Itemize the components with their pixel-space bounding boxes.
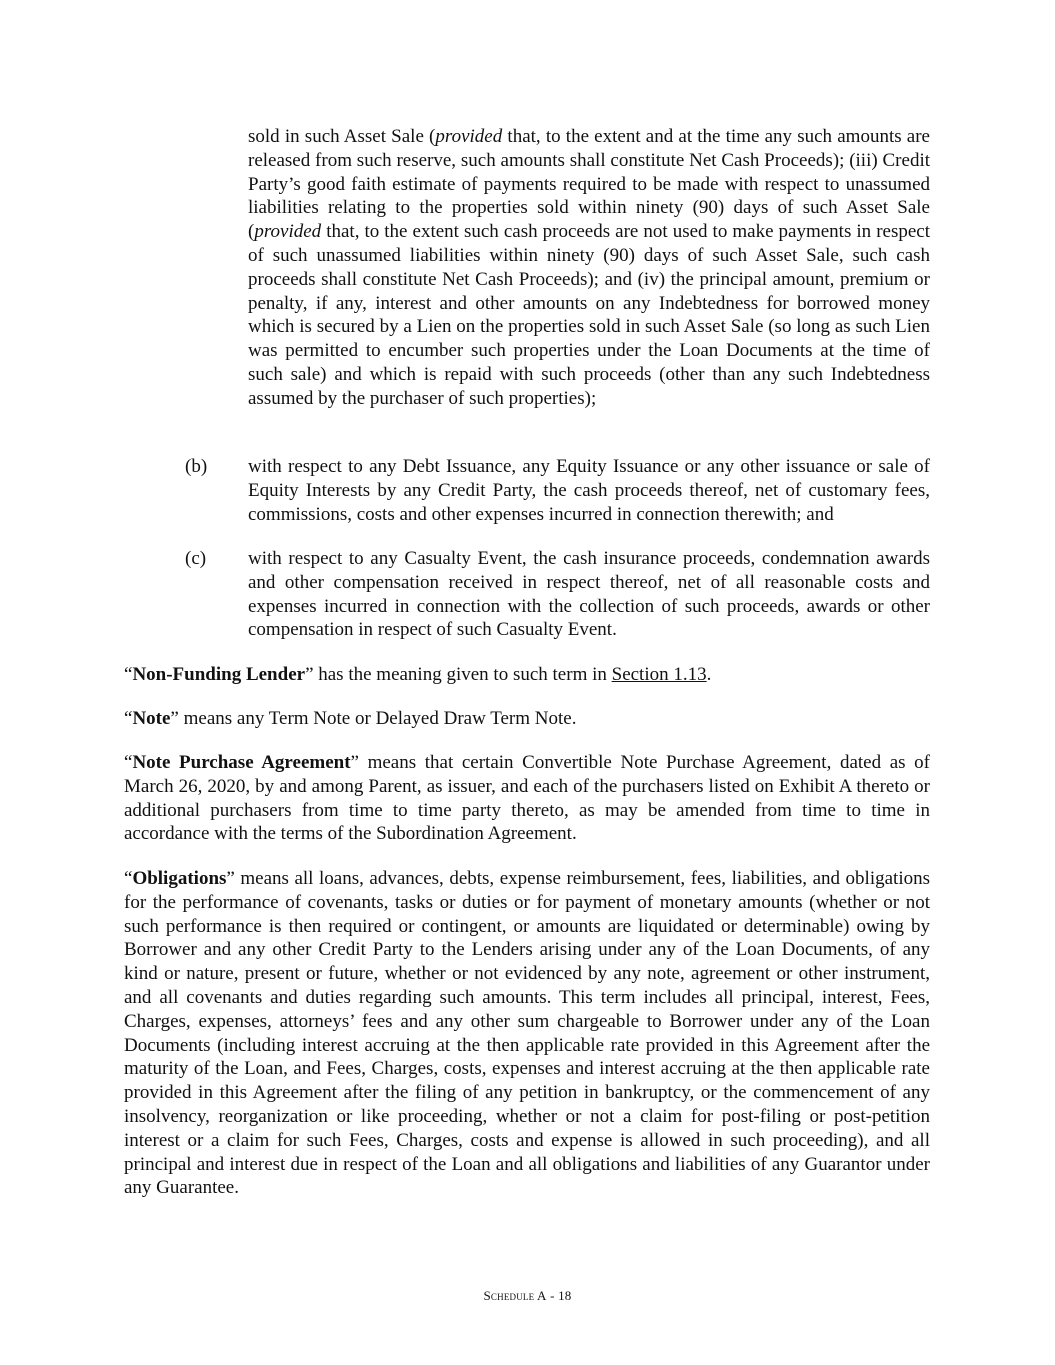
continuation-text-2: that, to the extent and at the time any such amounts are released from such reserve, such amounts shall constitute Net Cash Proceeds); (iii) Credit Party’s good faith estimate of payments required to be made with respect to unassumed liabilities relating to the properties sold within ninety (90) days of such Asset Sale ( bbox=[248, 126, 930, 243]
definition-text: ” means that certain Convertible Note Purchase Agreement, dated as of March 26, 2020, by and among Parent, as issuer, and each of the purchasers listed on Exhibit A thereto or additional purchasers from time to time party thereto, as may be amended from time to time in accordance with the terms of the Subordination Agreement. bbox=[124, 752, 930, 845]
page-footer bbox=[0, 1288, 1055, 1304]
footer-page-number: 18 bbox=[558, 1288, 572, 1303]
definition-text: ” has the meaning given to such term in bbox=[305, 664, 612, 685]
open-quote: “ bbox=[124, 708, 133, 729]
item-c-label: (c) bbox=[185, 548, 207, 569]
section-reference-link[interactable]: Section 1.13 bbox=[611, 664, 707, 685]
defined-term: Note Purchase Agreement bbox=[132, 752, 351, 773]
item-b-label: (b) bbox=[185, 456, 208, 477]
defined-term: Note bbox=[132, 708, 171, 729]
defined-term: Obligations bbox=[132, 868, 227, 889]
definition-end: . bbox=[706, 664, 712, 685]
footer-schedule-label: Schedule A bbox=[483, 1288, 547, 1303]
definition-note-purchase-agreement bbox=[124, 751, 930, 846]
open-quote: “ bbox=[124, 752, 133, 773]
continuation-text-3: that, to the extent such cash proceeds are not used to make payments in respect of such unassumed liabilities within ninety (90) days of such Asset Sale, such cash proceeds shall constitute Net Cash Proceeds); and (iv) the principal amount, premium or penalty, if any, interest and other amounts on any Indebtedness for borrowed money which is secured by a Lien on the properties sold in such Asset Sale (so long as such Lien was permitted to encumber such properties under the Loan Documents at the time of such sale) and which is repaid with such proceeds (other than any such Indebtedness assumed by the purchaser of such properties); bbox=[248, 221, 930, 409]
open-quote: “ bbox=[124, 868, 133, 889]
continuation-text-1: sold in such Asset Sale ( bbox=[248, 126, 436, 147]
item-b-text: with respect to any Debt Issuance, any Equity Issuance or any other issuance or sale of Equity Interests by any Credit Party, the cash proceeds thereof, net of customary fees, commissions, costs and other expenses incurred in connection therewith; and bbox=[248, 456, 930, 525]
provided-italic-2: provided bbox=[254, 221, 322, 243]
definition-non-funding-lender bbox=[124, 663, 930, 687]
definition-text: ” means all loans, advances, debts, expense reimbursement, fees, liabilities, and obligations for the performance of covenants, tasks or duties or for payment of monetary amounts (whether or not such performance is then required or contingent, or amounts are liquidated or determinable) owing by Borrower and any other Credit Party to the Lenders arising under any of the Loan Documents, of any kind or nature, present or future, whether or not evidenced by any note, agreement or other instrument, and all covenants and duties regarding such amounts. This term includes all principal, interest, Fees, Charges, expenses, attorneys’ fees and any other sum chargeable to Borrower under any of the Loan Documents (including interest accruing at the then applicable rate provided in this Agreement after the maturity of the Loan, and Fees, Charges, costs, expenses and interest accruing at the then applicable rate provided in this Agreement after the filing of any petition in bankruptcy, or the commencement of any insolvency, reorganization or like proceeding, whether or not a claim for post-filing or post-petition interest or a claim for such Fees, Charges, costs and expense is allowed in such proceeding), and all principal and interest due in respect of the Loan and all obligations and liabilities of any Guarantor under any Guarantee. bbox=[124, 868, 930, 1199]
definition-obligations bbox=[124, 867, 930, 1200]
footer-separator: - bbox=[546, 1288, 559, 1303]
provided-italic-1: provided bbox=[435, 126, 503, 147]
definition-note bbox=[124, 707, 930, 731]
open-quote: “ bbox=[124, 664, 133, 685]
item-c-text: with respect to any Casualty Event, the cash insurance proceeds, condemnation awards and other compensation received in respect thereof, net of all reasonable costs and expenses incurred in connection with the collection of such proceeds, awards or other compensation in respect of such Casualty Event. bbox=[248, 548, 930, 641]
defined-term: Non-Funding Lender bbox=[132, 664, 306, 685]
continuation-paragraph bbox=[248, 125, 930, 411]
definition-text: ” means any Term Note or Delayed Draw Term Note. bbox=[170, 708, 577, 729]
